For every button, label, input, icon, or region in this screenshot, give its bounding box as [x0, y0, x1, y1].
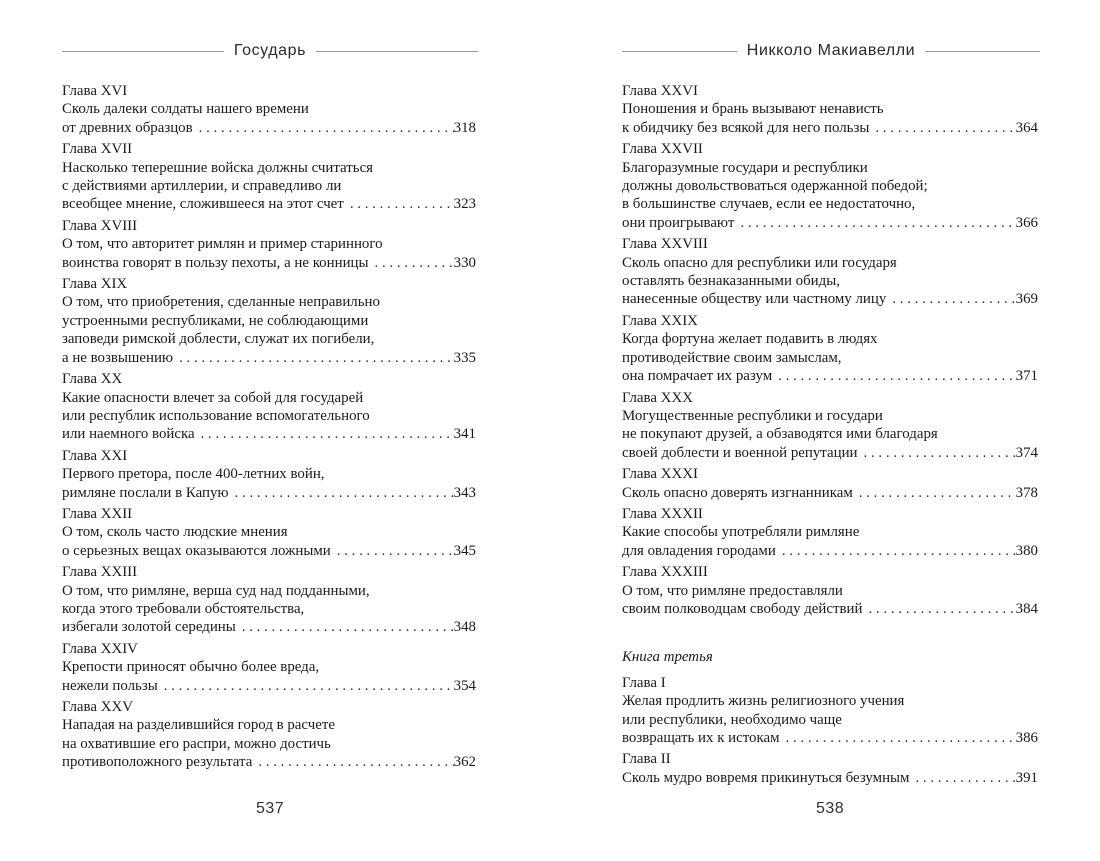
running-title: Государь [233, 42, 307, 59]
dot-leader [369, 254, 454, 272]
chapter-title-last-line [622, 214, 1038, 232]
toc-entry [622, 750, 1038, 787]
toc-entry [62, 370, 476, 444]
toc-list [622, 82, 1038, 790]
toc-entry [622, 505, 1038, 560]
chapter-title-line: О том, что приобретения, сделанные неправильно [62, 294, 380, 311]
chapter-title-text: нежели пользы [62, 677, 158, 694]
chapter-title-text: нанесенные обществу или частному лицу [622, 291, 887, 308]
chapter-title-line: Крепости приносят обычно более вреда, [62, 659, 320, 676]
toc-entry [622, 563, 1038, 618]
chapter-title-last-line [622, 444, 1038, 462]
chapter-title-last-line [622, 367, 1038, 385]
running-head [622, 40, 1040, 62]
chapter-title-line: О том, что авторитет римлян и пример старинного [62, 236, 383, 253]
dot-leader [772, 367, 1016, 385]
page-ref: 362 [453, 754, 476, 771]
dot-leader [236, 618, 454, 636]
dot-leader [331, 542, 454, 560]
chapter-title-last-line [622, 729, 1038, 747]
chapter-title-line: не покупают друзей, а обзаводятся ими благодаря [622, 426, 938, 443]
page-ref: 323 [453, 196, 476, 213]
chapter-title-line: Когда фортуна желает подавить в людях [622, 331, 878, 348]
page-ref: 364 [1015, 119, 1038, 136]
dot-leader [158, 677, 454, 695]
chapter-title-text: о серьезных вещах оказываются ложными [62, 542, 331, 559]
dot-leader [776, 542, 1016, 560]
chapter-number: Глава II [622, 751, 671, 768]
chapter-title-text: к обидчику без всякой для него пользы [622, 119, 870, 136]
dot-leader [193, 119, 454, 137]
chapter-number: Глава XVI [62, 83, 128, 99]
toc-entry [622, 465, 1038, 502]
toc-entry [62, 640, 476, 695]
dot-leader [195, 425, 454, 443]
chapter-title-text: она помрачает их разум [622, 368, 773, 385]
chapter-title-line: в большинстве случаев, если ее недостаточно, [622, 196, 916, 213]
chapter-title-last-line [62, 677, 476, 695]
chapter-title-line: Нападая на разделившийся город в расчете [62, 717, 335, 734]
book-three-title: Книга третья [622, 649, 713, 666]
chapter-title-last-line [62, 542, 476, 560]
chapter-title-line: Какие опасности влечет за собой для государей [62, 389, 364, 406]
chapter-number: Глава XXXII [622, 505, 703, 522]
chapter-title-last-line [62, 119, 476, 137]
chapter-number: Глава XVII [62, 141, 133, 158]
dot-leader [869, 119, 1015, 137]
chapter-title-last-line [622, 542, 1038, 560]
header-rule-right [925, 51, 1040, 52]
chapter-number: Глава XXX [622, 389, 693, 406]
chapter-title-line: с действиями артиллерии, и справедливо ли [62, 178, 342, 195]
page-ref: 391 [1015, 769, 1038, 786]
header-rule-left [62, 51, 224, 52]
chapter-number: Глава XXV [62, 699, 133, 715]
chapter-title-line: должны довольствоваться одержанной победой; [622, 178, 928, 195]
chapter-title-line: Какие способы употребляли римляне [622, 524, 860, 541]
dot-leader [734, 214, 1015, 232]
toc-entry [62, 447, 476, 502]
toc-entry [622, 674, 1038, 748]
chapter-title-last-line [62, 195, 476, 213]
page-ref: 378 [1015, 484, 1038, 501]
chapter-title-last-line [62, 484, 476, 502]
right-page [550, 0, 1100, 861]
chapter-title-text: а не возвышению [62, 349, 174, 366]
dot-leader [173, 349, 454, 367]
chapter-title-line: Могущественные республики и государи [622, 407, 883, 424]
running-title: Никколо Макиавелли [746, 42, 916, 59]
chapter-number: Глава XXXIII [622, 564, 708, 581]
toc-list [62, 82, 476, 775]
chapter-title-last-line [62, 254, 476, 272]
chapter-number: Глава XXII [62, 505, 133, 522]
chapter-title-text: от древних образцов [62, 119, 193, 136]
chapter-title-text: всеобщее мнение, сложившееся на этот счет [62, 196, 344, 213]
chapter-title-last-line [62, 349, 476, 367]
page-ref: 348 [453, 619, 476, 636]
chapter-title-text: они проигрывают [622, 214, 735, 231]
toc-entry [622, 82, 1038, 137]
page-ref: 354 [453, 677, 476, 694]
chapter-number: Глава XXXI [622, 466, 698, 483]
header-rule-right [316, 51, 478, 52]
dot-leader [780, 729, 1016, 747]
chapter-number: Глава XXVIII [622, 236, 708, 253]
chapter-title-line: или республики, необходимо чаще [622, 711, 842, 728]
toc-entry [62, 140, 476, 214]
toc-entry [622, 312, 1038, 386]
page-ref: 366 [1015, 214, 1038, 231]
chapter-title-last-line [62, 618, 476, 636]
dot-leader [909, 769, 1015, 787]
chapter-number: Глава I [622, 674, 666, 691]
toc-entry [62, 275, 476, 367]
chapter-title-line: Сколь далеки солдаты нашего времени [62, 101, 309, 118]
chapter-number: Глава XXIV [62, 640, 138, 657]
chapter-number: Глава XVIII [62, 217, 138, 234]
chapter-number: Глава XXIII [62, 564, 138, 581]
chapter-title-line: или республик использование вспомогательного [62, 407, 370, 424]
chapter-title-line: Поношения и брань вызывают ненависть [622, 101, 884, 118]
chapter-title-line: на охватившие его распри, можно достичь [62, 735, 331, 752]
page-ref: 369 [1015, 291, 1038, 308]
chapter-title-line: Сколь опасно для республики или государя [622, 254, 897, 271]
toc-book-two-section [622, 82, 1038, 618]
chapter-number: Глава XXI [62, 447, 128, 464]
dot-leader [853, 484, 1016, 502]
chapter-title-line: когда этого требовали обстоятельства, [62, 600, 305, 617]
chapter-title-text: римляне послали в Капую [62, 484, 229, 501]
chapter-title-text: воинства говорят в пользу пехоты, а не конницы [62, 254, 369, 271]
chapter-title-text: своей доблести и военной репутации [622, 444, 858, 461]
chapter-title-line: Первого претора, после 400-летних войн, [62, 466, 325, 483]
chapter-title-line: заповеди римской доблести, служат их погибели, [62, 331, 375, 348]
chapter-number: Глава XX [62, 371, 123, 388]
page-ref: 318 [453, 119, 476, 136]
toc-entry [622, 389, 1038, 463]
chapter-title-line: Благоразумные государи и республики [622, 159, 868, 176]
page-ref: 380 [1015, 542, 1038, 559]
chapter-title-last-line [622, 484, 1038, 502]
chapter-number: Глава XXIX [622, 312, 698, 329]
chapter-title-line: Насколько теперешние войска должны считаться [62, 159, 374, 176]
chapter-title-line: устроенными республиками, не соблюдающими [62, 312, 369, 329]
chapter-title-text: избегали золотой середины [62, 619, 236, 636]
chapter-title-line: О том, что римляне предоставляли [622, 582, 843, 599]
chapter-title-last-line [62, 425, 476, 443]
toc-entry [62, 505, 476, 560]
page-number: 538 [816, 800, 845, 817]
page-ref: 343 [453, 484, 476, 501]
chapter-title-line: Желая продлить жизнь религиозного учения [622, 693, 905, 710]
chapter-title-last-line [622, 290, 1038, 308]
dot-leader [344, 195, 454, 213]
toc-entry [62, 698, 476, 772]
dot-leader [862, 600, 1015, 618]
page-ref: 341 [453, 426, 476, 443]
chapter-number: Глава XXVII [622, 141, 703, 158]
chapter-title-line: О том, что римляне, верша суд над подданными, [62, 582, 370, 599]
toc-entry [62, 563, 476, 637]
page-number: 537 [256, 800, 285, 817]
page-ref: 335 [453, 349, 476, 366]
dot-leader [858, 444, 1016, 462]
running-head [62, 40, 478, 62]
chapter-title-text: возвращать их к истокам [622, 730, 780, 746]
page-ref: 384 [1015, 600, 1038, 617]
page-ref: 386 [1015, 730, 1038, 746]
chapter-title-text: Сколь мудро вовремя прикинуться безумным [622, 769, 910, 786]
chapter-number: Глава XIX [62, 276, 128, 293]
toc-entry [622, 140, 1038, 232]
chapter-title-text: или наемного войска [62, 426, 195, 443]
header-rule-left [622, 51, 737, 52]
chapter-title-last-line [622, 769, 1038, 787]
dot-leader [229, 484, 454, 502]
toc-book-three-section [622, 674, 1038, 787]
toc-entry [62, 82, 476, 137]
page-ref: 345 [453, 542, 476, 559]
page-ref: 374 [1015, 444, 1038, 461]
chapter-title-line: оставлять безнаказанными обиды, [622, 273, 840, 290]
chapter-title-text: своим полководцам свободу действий [622, 600, 863, 617]
chapter-title-text: противоположного результата [62, 754, 253, 771]
chapter-title-text: для овладения городами [622, 542, 776, 559]
chapter-title-text: Сколь опасно доверять изгнанникам [622, 484, 853, 501]
chapter-title-last-line [622, 119, 1038, 137]
toc-entry [622, 235, 1038, 309]
chapter-title-line: противодействие своим замыслам, [622, 349, 842, 366]
dot-leader [252, 753, 453, 771]
chapter-title-last-line [62, 753, 476, 771]
page-ref: 371 [1015, 368, 1038, 385]
toc-entry [62, 217, 476, 272]
dot-leader [886, 290, 1015, 308]
chapter-number: Глава XXVI [622, 83, 698, 99]
chapter-title-line: О том, сколь часто людские мнения [62, 524, 288, 541]
page-ref: 330 [453, 254, 476, 271]
chapter-title-last-line [622, 600, 1038, 618]
